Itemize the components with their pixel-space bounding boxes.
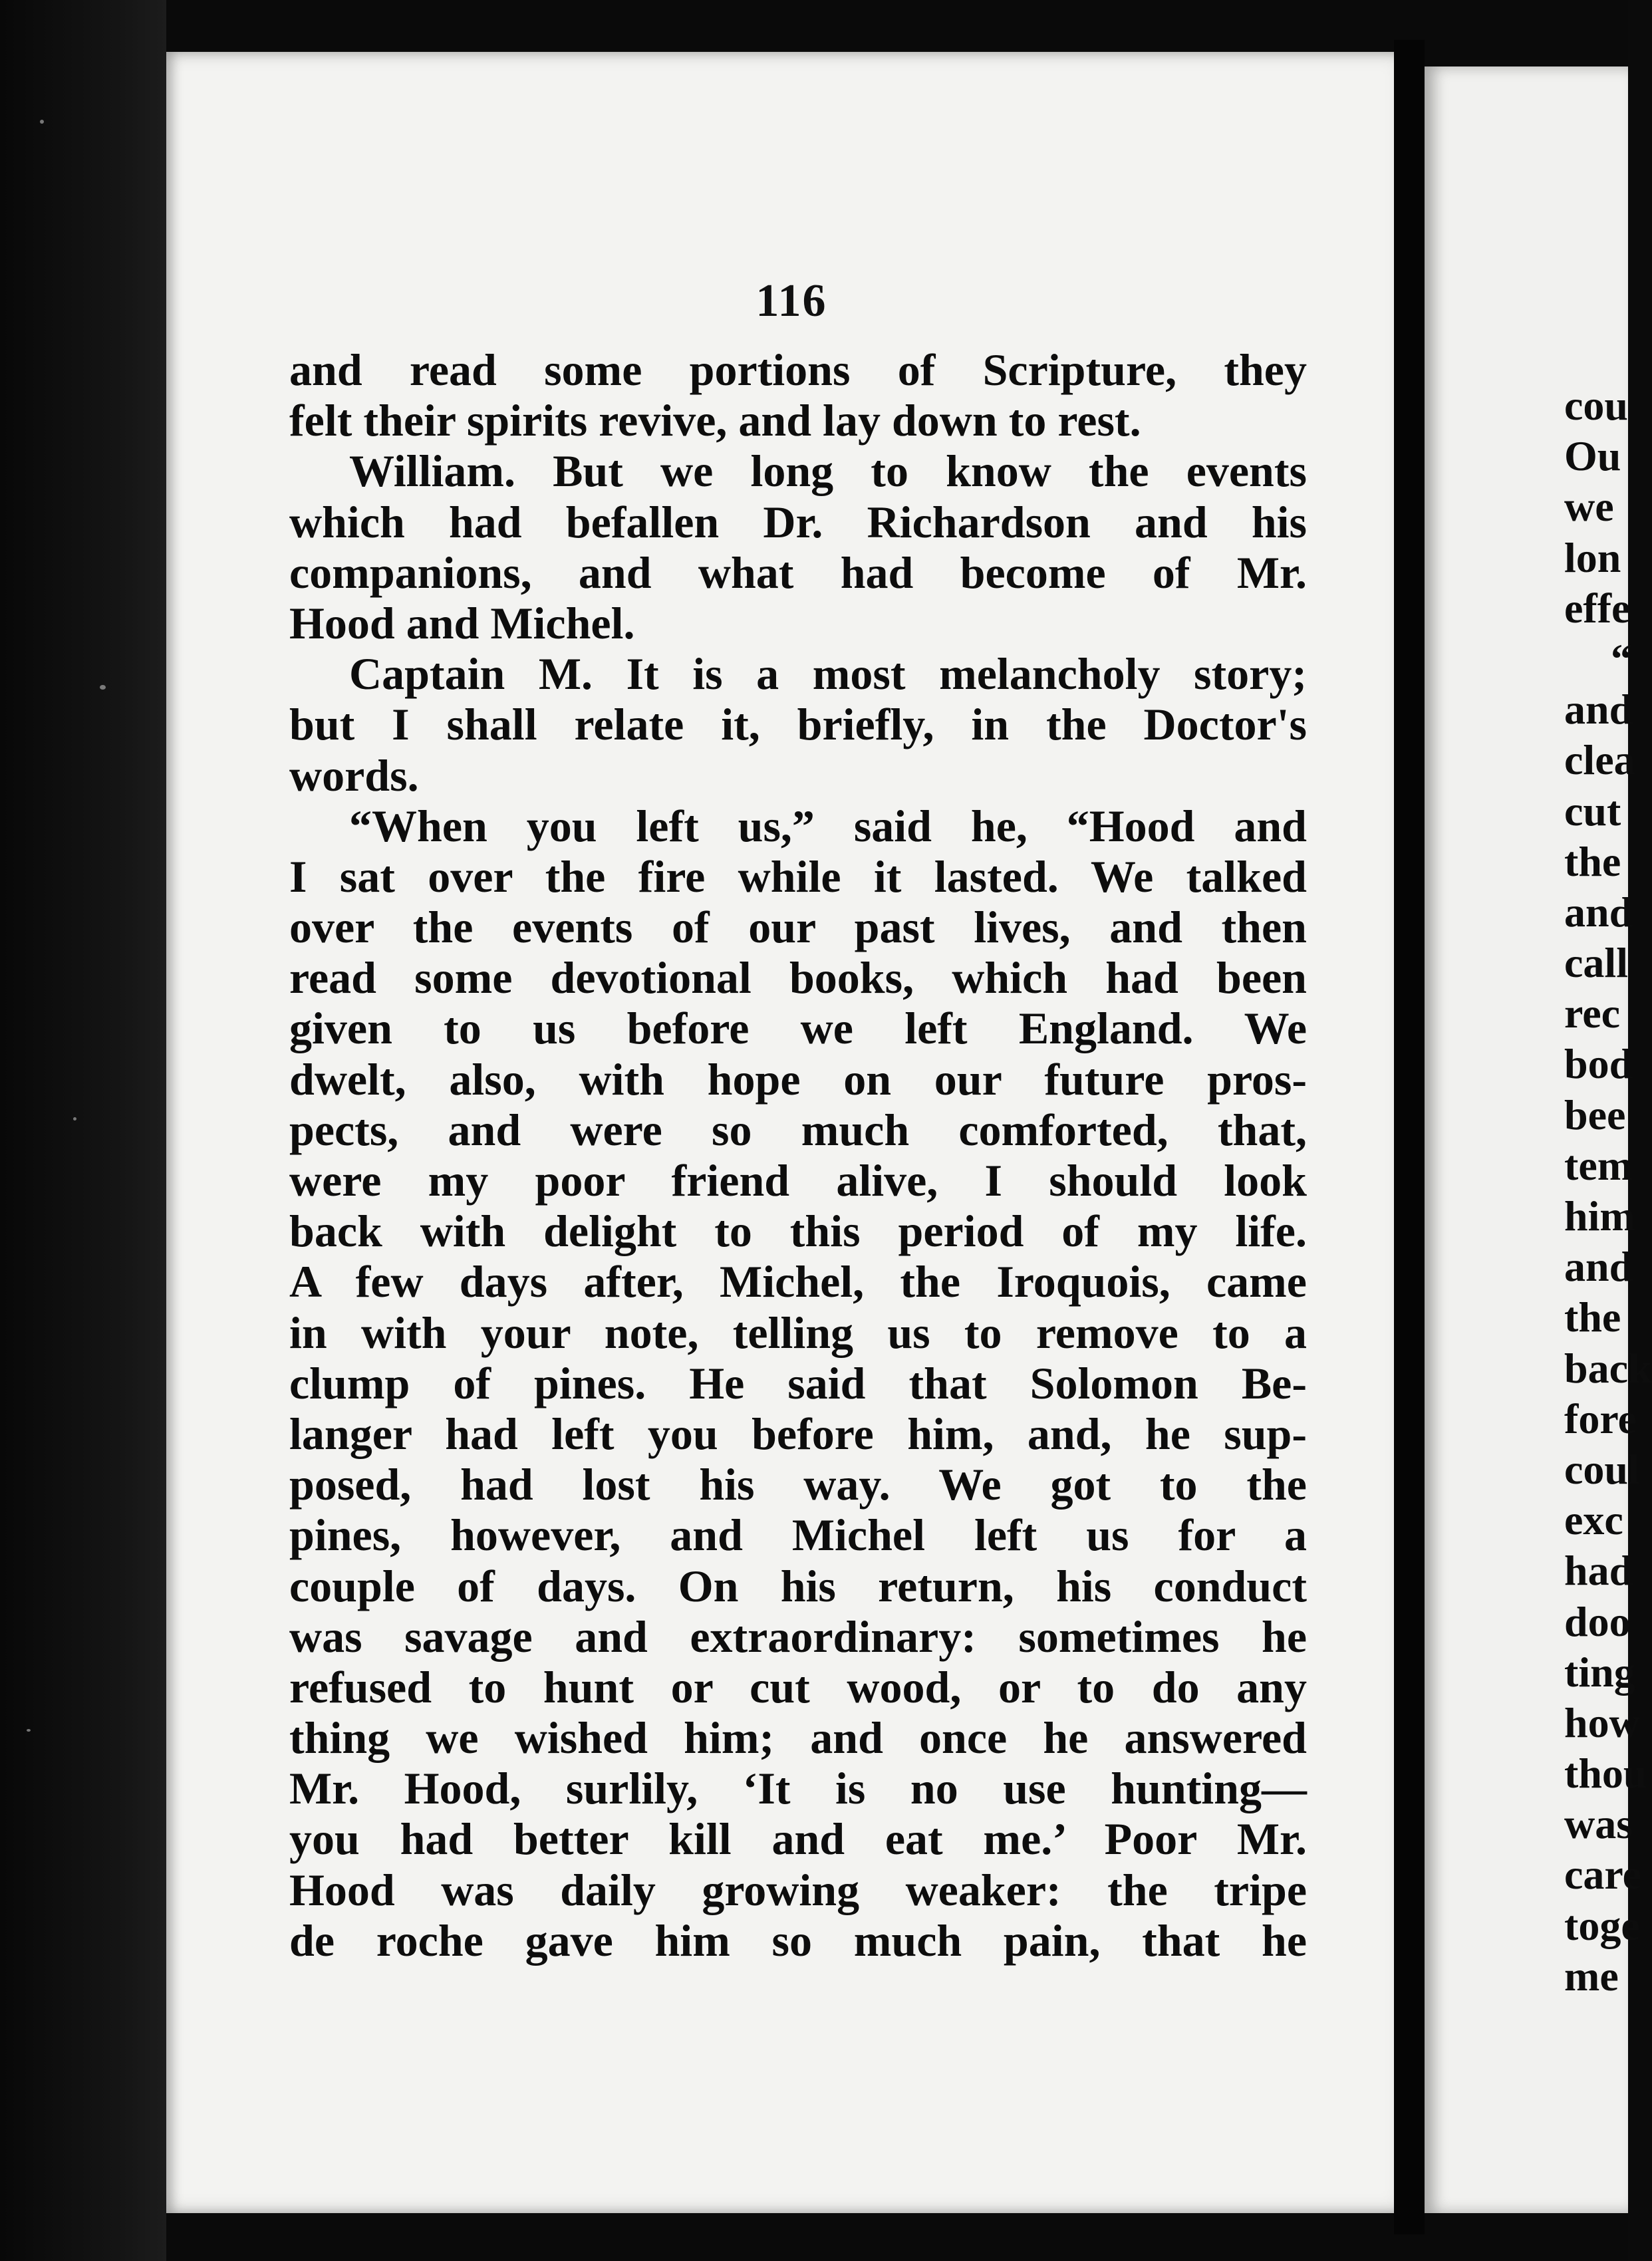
book-gutter xyxy=(1394,40,1425,2234)
text-fragment: doo xyxy=(1564,1597,1631,1645)
text-line: Hood was daily growing weaker: the tripe xyxy=(289,1864,1307,1915)
text-line: I sat over the fire while it lasted. We talked xyxy=(289,851,1307,902)
text-line: clump of pines. He said that Solomon Be- xyxy=(289,1357,1307,1408)
text-line: but I shall relate it, briefly, in the Doctor's xyxy=(289,699,1307,750)
text-line: dwelt, also, with hope on our future pros- xyxy=(289,1053,1307,1105)
text-fragment: effe xyxy=(1564,584,1631,632)
text-fragment: and xyxy=(1564,1243,1633,1291)
text-fragment: Ou xyxy=(1564,432,1621,480)
text-fragment: “ xyxy=(1611,634,1632,682)
text-line: companions, and what had become of Mr. xyxy=(289,547,1307,598)
text-line: refused to hunt or cut wood, or to do any xyxy=(289,1661,1307,1712)
dust-speck xyxy=(100,685,106,690)
text-line: langer had left you before him, and, he sup- xyxy=(289,1408,1307,1459)
text-fragment: cut xyxy=(1564,787,1621,835)
text-fragment: back xyxy=(1564,1344,1652,1392)
text-fragment: we xyxy=(1564,483,1614,531)
text-fragment: bod xyxy=(1564,1040,1633,1088)
text-line: which had befallen Dr. Richardson and his xyxy=(289,496,1307,547)
text-line: pects, and were so much comforted, that, xyxy=(289,1104,1307,1155)
dust-speck xyxy=(40,120,44,124)
text-line: Hood and Michel. xyxy=(289,597,635,648)
text-fragment: exc xyxy=(1564,1496,1623,1544)
text-fragment: lon xyxy=(1564,533,1621,581)
text-fragment: tem xyxy=(1564,1141,1633,1189)
text-fragment: had xyxy=(1564,1547,1633,1595)
text-line: “When you left us,” said he, “Hood and xyxy=(349,800,1307,851)
text-line: Mr. Hood, surlily, ‘It is no use hunting— xyxy=(289,1763,1307,1814)
text-line: thing we wished him; and once he answered xyxy=(289,1712,1307,1764)
text-line: in with your note, telling us to remove to a xyxy=(289,1307,1307,1358)
text-line: words. xyxy=(289,749,419,801)
text-line: you had better kill and eat me.’ Poor Mr. xyxy=(289,1813,1307,1865)
facing-page-text xyxy=(1564,380,1652,2002)
text-line: William. But we long to know the events xyxy=(349,446,1307,497)
text-fragment: toge xyxy=(1564,1901,1640,1949)
text-line: pines, however, and Michel left us for a xyxy=(289,1510,1307,1561)
text-fragment: ting xyxy=(1564,1648,1635,1696)
text-line: given to us before we left England. We xyxy=(289,1003,1307,1054)
text-fragment: the xyxy=(1564,1293,1621,1341)
text-fragment: fore xyxy=(1564,1395,1637,1442)
scan-margin xyxy=(0,0,166,2261)
body-text xyxy=(289,344,1307,1966)
page-number: 116 xyxy=(756,275,827,327)
text-line: couple of days. On his return, his conduct xyxy=(289,1560,1307,1611)
text-line: de roche gave him so much pain, that he xyxy=(289,1915,1307,1966)
text-line: back with delight to this period of my life. xyxy=(289,1206,1307,1257)
text-fragment: cou xyxy=(1564,382,1628,429)
text-fragment: and xyxy=(1564,888,1633,936)
text-line: felt their spirits revive, and lay down to rest. xyxy=(289,395,1141,446)
text-line: were my poor friend alive, I should look xyxy=(289,1155,1307,1206)
text-fragment: care xyxy=(1564,1851,1642,1899)
left-page xyxy=(166,52,1417,2213)
text-line: was savage and extraordinary: sometimes he xyxy=(289,1611,1307,1662)
text-fragment: rec xyxy=(1564,990,1621,1037)
text-fragment: the xyxy=(1564,837,1621,885)
text-fragment: him xyxy=(1564,1192,1635,1240)
text-fragment: how xyxy=(1564,1698,1640,1746)
text-line: read some devotional books, which had been xyxy=(289,952,1307,1003)
text-line: posed, had lost his way. We got to the xyxy=(289,1459,1307,1510)
text-fragment: me xyxy=(1564,1952,1619,2000)
text-fragment: was xyxy=(1564,1800,1633,1848)
text-line: Captain M. It is a most melancholy story; xyxy=(349,648,1307,700)
text-line: and read some portions of Scripture, they xyxy=(289,344,1307,395)
text-fragment: thou xyxy=(1564,1750,1647,1797)
text-line: over the events of our past lives, and then xyxy=(289,902,1307,953)
text-fragment: call xyxy=(1564,939,1628,987)
text-fragment: bee xyxy=(1564,1091,1626,1138)
text-fragment: coul xyxy=(1564,1445,1640,1493)
dust-speck xyxy=(73,1117,76,1121)
text-fragment: clea xyxy=(1564,736,1635,784)
facing-page xyxy=(1425,66,1652,2213)
dust-speck xyxy=(27,1729,31,1732)
text-fragment: and xyxy=(1564,686,1633,733)
text-line: A few days after, Michel, the Iroquois, came xyxy=(289,1256,1307,1307)
